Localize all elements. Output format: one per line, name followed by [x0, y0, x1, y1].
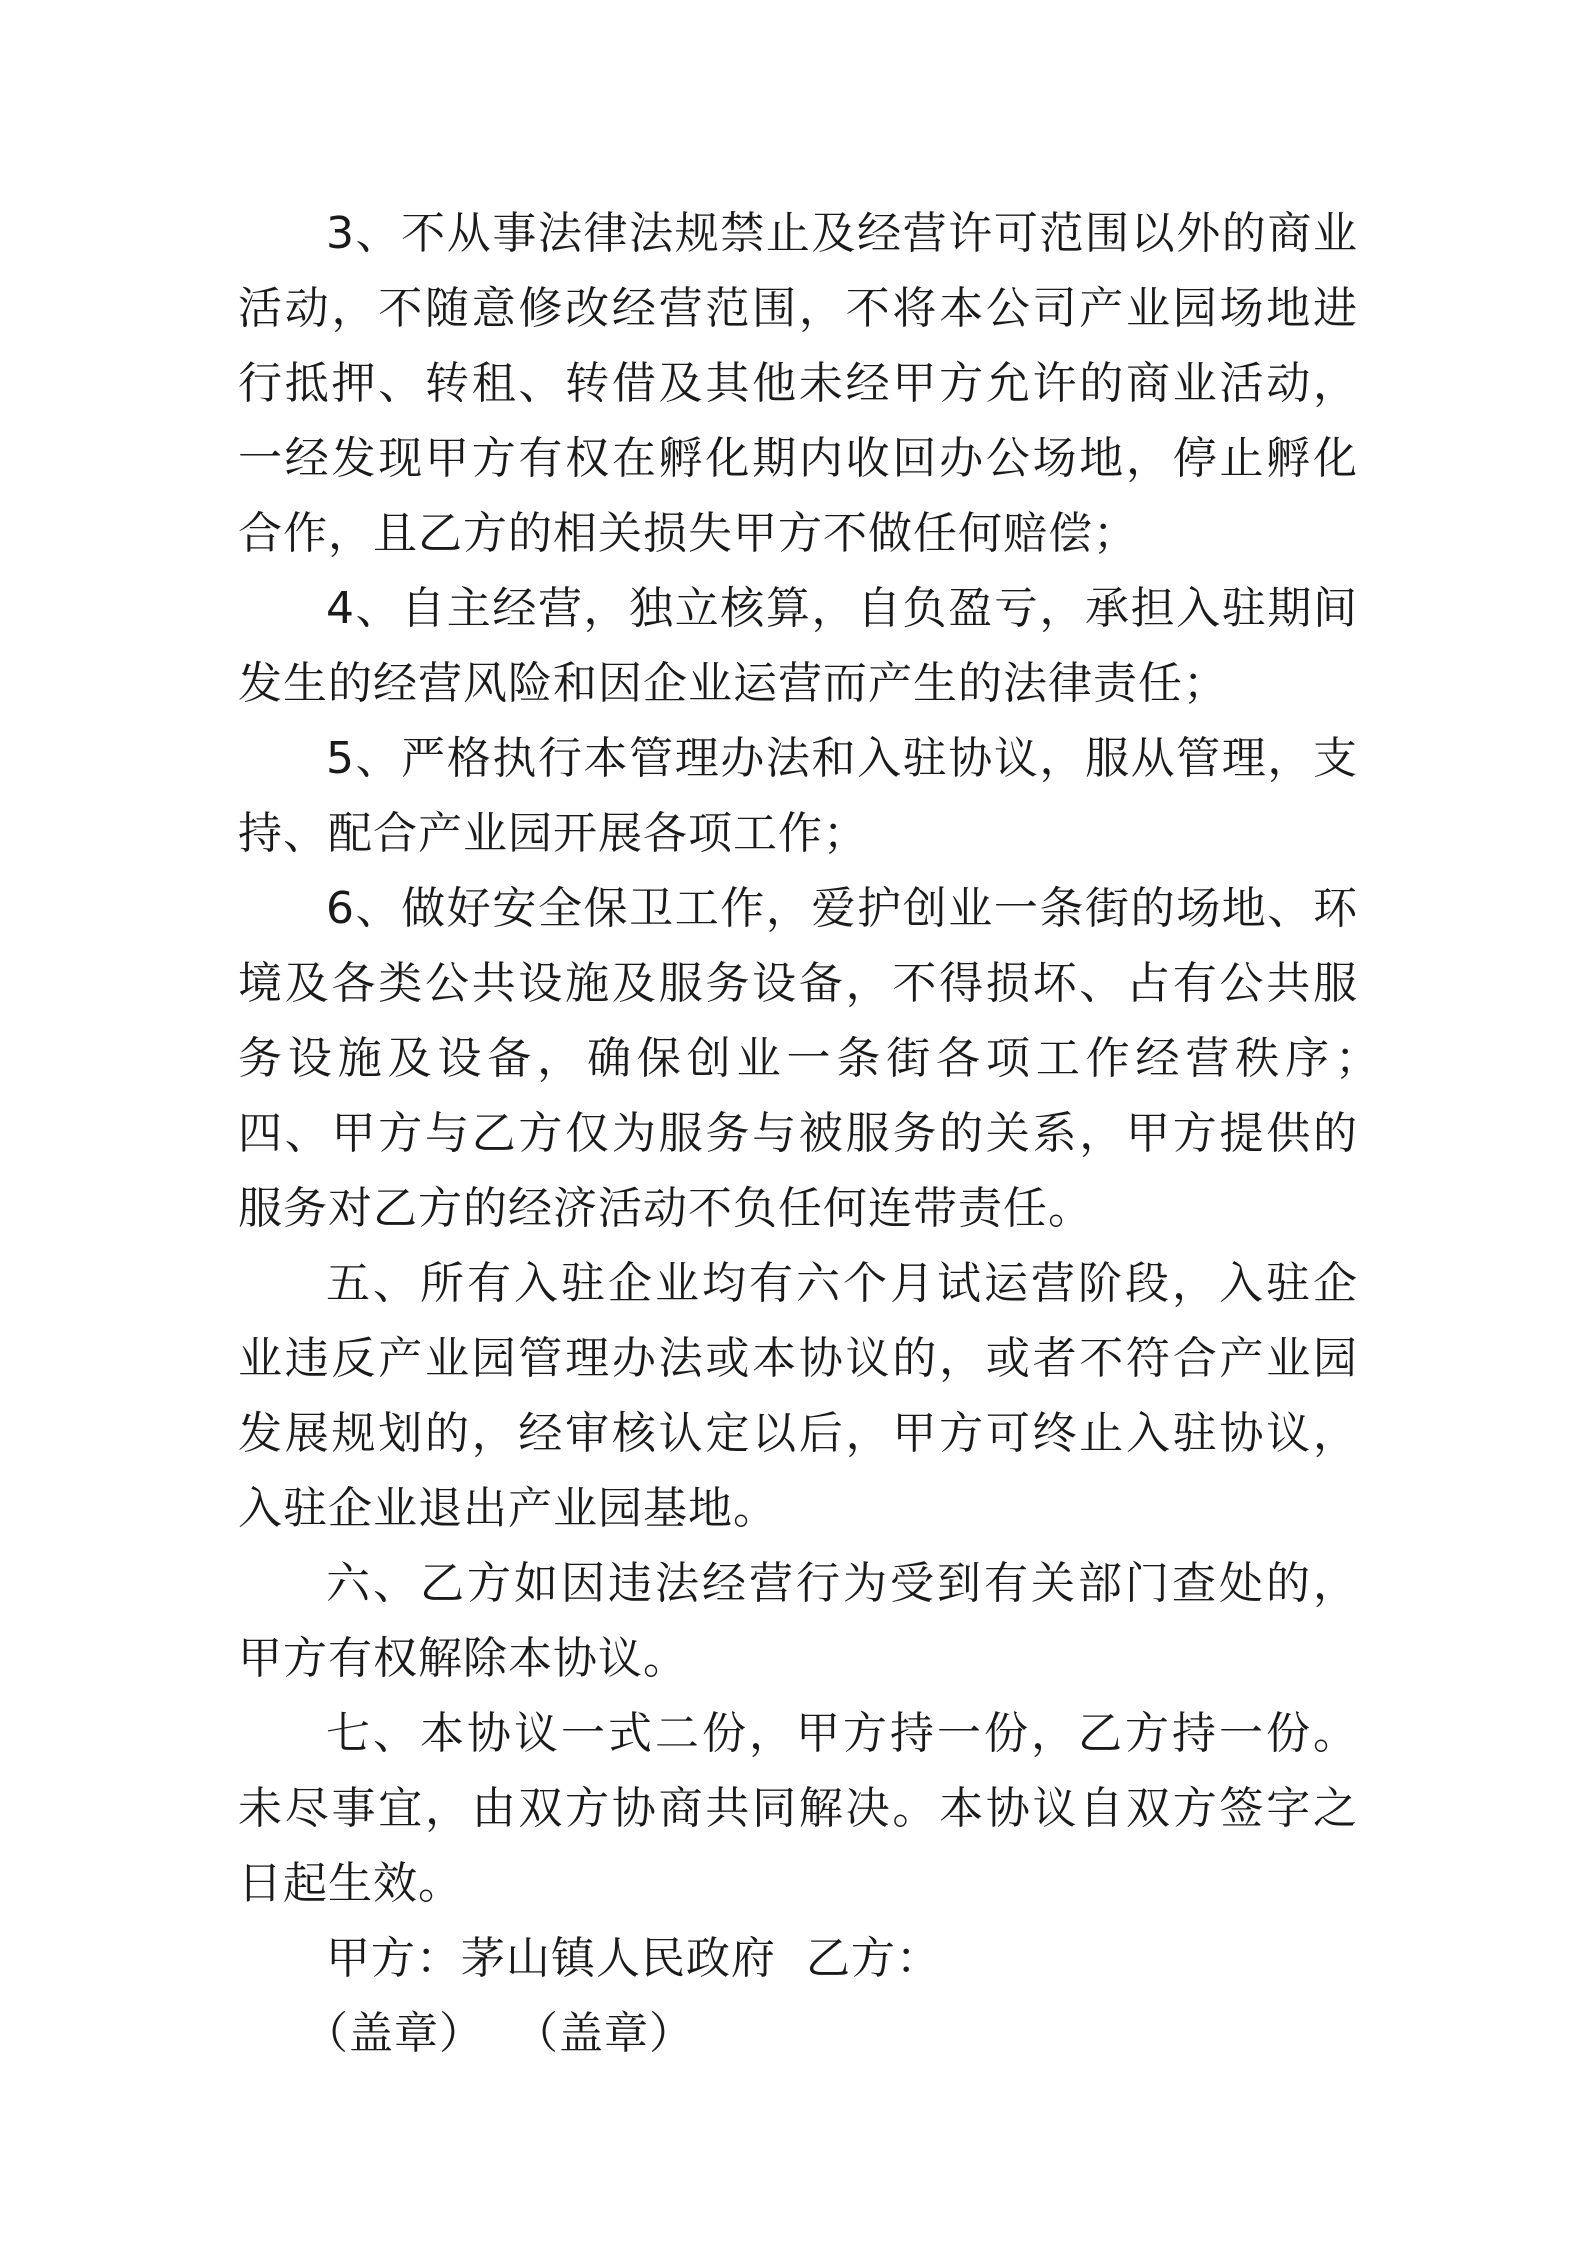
clause-3-no-illegal-business: 3、不从事法律法规禁止及经营许可范围以外的商业活动，不随意修改经营范围，不将本公司产业园场地进行抵押、转租、转借及其他未经甲方允许的商业活动，一经发现甲方有权在孵化期内收回办公场地，停止孵化合作，且乙方的相关损失甲方不做任何赔偿； [238, 208, 1358, 559]
clause-4-self-management: 4、自主经营，独立核算，自负盈亏，承担入驻期间发生的经营风险和因企业运营而产生的法律责任； [238, 583, 1358, 709]
seal-placeholder-line: （盖章） （盖章） [304, 2008, 694, 2059]
clause-5-comply-with-rules: 5、严格执行本管理办法和入驻协议，服从管理，支持、配合产业园开展各项工作； [238, 733, 1358, 859]
section-5-trial-period: 五、所有入驻企业均有六个月试运营阶段，入驻企业违反产业园管理办法或本协议的，或者不符合产业园发展规划的，经审核认定以后，甲方可终止入驻协议，入驻企业退出产业园基地。 [238, 1258, 1358, 1534]
clause-6-safety-and-section-4: 6、做好安全保卫工作，爱护创业一条街的场地、环境及各类公共设施及服务设备，不得损坏、占有公共服务设施及设备，确保创业一条街各项工作经营秩序； 四、甲方与乙方仅为服务与被服务的关系，甲方提供的服务对乙方的经济活动不负任何连带责任。 [238, 883, 1403, 1234]
section-7-copies-and-effect: 七、本协议一式二份，甲方持一份，乙方持一份。未尽事宜，由双方协商共同解决。本协议自双方签字之日起生效。 [238, 1708, 1358, 1909]
signature-parties-line: 甲方：茅山镇人民政府 乙方： [326, 1933, 941, 1984]
section-6-termination: 六、乙方如因违法经营行为受到有关部门查处的，甲方有权解除本协议。 [238, 1558, 1358, 1684]
agreement-body [238, 196, 1403, 2071]
